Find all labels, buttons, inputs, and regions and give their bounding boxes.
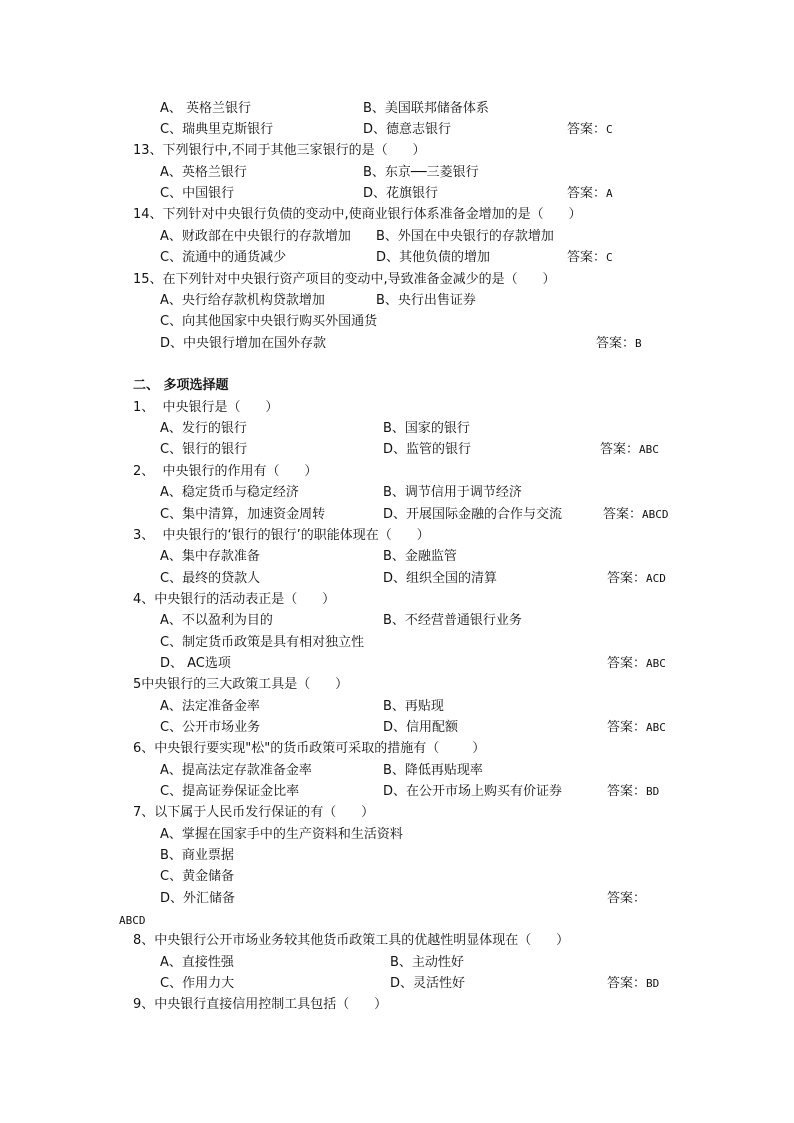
- m8-stem: 8、中央银行公开市场业务较其他货币政策工具的优越性明显体现在（ ）: [133, 933, 570, 948]
- q12-option-c: C、瑞典里克斯银行: [160, 122, 274, 137]
- answer-value: B: [635, 337, 642, 350]
- q14-stem: 14、下列针对中央银行负债的变动中,使商业银行体系准备金增加的是（ ）: [133, 207, 582, 222]
- m8-option-a: A、直接性强: [160, 955, 234, 970]
- m4-answer: [607, 656, 666, 672]
- m8-option-c: C、作用力大: [160, 976, 235, 991]
- answer-label: 答案：: [607, 784, 647, 799]
- q15-option-b: B、央行出售证券: [376, 293, 476, 308]
- q14-option-d: D、其他负债的增加: [376, 250, 491, 265]
- answer-value: ABC: [646, 721, 666, 734]
- m3-stem: 3、 中央银行的‘银行的银行’的职能体现在（ ）: [133, 528, 430, 543]
- m7-stem: 7、以下属于人民币发行保证的有（ ）: [133, 805, 375, 820]
- q14-answer: [567, 250, 613, 266]
- answer-value: A: [606, 187, 613, 200]
- m7-option-b: B、商业票据: [160, 848, 234, 863]
- m3-answer: [607, 571, 666, 587]
- q12-option-b: B、美国联邦储备体系: [363, 101, 489, 116]
- q12-answer: [567, 122, 613, 138]
- m6-option-c: C、提高证券保证金比率: [160, 784, 300, 799]
- q13-option-a: A、英格兰银行: [160, 165, 247, 180]
- m4-option-c: C、制定货币政策是具有相对独立性: [160, 635, 365, 650]
- answer-value: ACD: [646, 572, 666, 585]
- m5-option-c: C、公开市场业务: [160, 720, 261, 735]
- m6-answer: [607, 784, 659, 800]
- m1-option-a: A、发行的银行: [160, 421, 247, 436]
- q13-answer: [567, 186, 613, 202]
- m5-answer: [607, 720, 666, 736]
- answer-label: 答案：: [567, 122, 607, 137]
- m2-answer: [603, 507, 669, 523]
- m1-answer: [600, 442, 659, 458]
- q14-option-a: A、财政部在中央银行的存款增加: [160, 229, 351, 244]
- m1-option-c: C、银行的银行: [160, 442, 248, 457]
- answer-value: C: [606, 123, 613, 136]
- q15-stem: 15、在下列针对中央银行资产项目的变动中,导致准备金减少的是（ ）: [133, 272, 556, 287]
- m1-option-b: B、国家的银行: [383, 421, 470, 436]
- m3-option-c: C、最终的贷款人: [160, 571, 261, 586]
- m1-option-d: D、监管的银行: [383, 442, 472, 457]
- m6-option-d: D、在公开市场上购买有价证券: [383, 784, 563, 799]
- answer-label: 答案：: [607, 571, 647, 586]
- m7-answer-value: ABCD: [119, 914, 146, 927]
- answer-label: 答案：: [567, 186, 607, 201]
- m8-option-d: D、灵活性好: [390, 976, 466, 991]
- answer-label: 答案：: [600, 442, 640, 457]
- m6-option-a: A、提高法定存款准备金率: [160, 763, 312, 778]
- q14-option-c: C、流通中的通货减少: [160, 250, 287, 265]
- q15-option-d: D、中央银行增加在国外存款: [160, 336, 327, 351]
- q12-option-a: A、 英格兰银行: [160, 101, 252, 116]
- answer-label: 答案：: [607, 720, 647, 735]
- m7-option-c: C、黄金储备: [160, 869, 235, 884]
- q15-answer: [596, 336, 642, 352]
- m6-stem: 6、中央银行要实现"松"的货币政策可采取的措施有（ ）: [133, 741, 486, 756]
- m3-option-b: B、金融监管: [383, 549, 457, 564]
- m8-option-b: B、主动性好: [390, 955, 464, 970]
- q15-option-c: C、向其他国家中央银行购买外国通货: [160, 314, 378, 329]
- q13-option-c: C、中国银行: [160, 186, 235, 201]
- answer-value: BD: [646, 785, 660, 798]
- m1-stem: 1、 中央银行是（ ）: [133, 400, 279, 415]
- q13-option-b: B、东京──三菱银行: [363, 165, 479, 180]
- m7-option-d: D、外汇储备: [160, 891, 236, 906]
- m4-option-b: B、不经营普通银行业务: [383, 613, 522, 628]
- m4-option-a: A、不以盈利为目的: [160, 613, 273, 628]
- answer-value: ABC: [639, 443, 659, 456]
- m5-stem: 5中央银行的三大政策工具是（ ）: [133, 677, 349, 692]
- m7-option-a: A、掌握在国家手中的生产资料和生活资料: [160, 827, 403, 842]
- m4-option-d: D、 AC选项: [160, 656, 231, 671]
- answer-value: ABCD: [642, 508, 669, 521]
- section-title-multiple-choice: 二、 多项选择题: [133, 378, 229, 393]
- q13-stem: 13、下列银行中,不同于其他三家银行的是（ ）: [133, 143, 426, 158]
- answer-value: ABC: [646, 657, 666, 670]
- q13-option-d: D、花旗银行: [363, 186, 439, 201]
- m3-option-a: A、集中存款准备: [160, 549, 260, 564]
- answer-label: 答案：: [603, 507, 643, 522]
- answer-label: 答案：: [567, 250, 607, 265]
- answer-value: C: [606, 251, 613, 264]
- m4-stem: 4、中央银行的活动表正是（ ）: [133, 592, 336, 607]
- q15-option-a: A、央行给存款机构贷款增加: [160, 293, 325, 308]
- m6-option-b: B、降低再贴现率: [383, 763, 483, 778]
- m7-answer-label: 答案：: [607, 891, 647, 906]
- m2-option-c: C、集中清算，加速资金周转: [160, 507, 326, 522]
- answer-label: 答案：: [596, 336, 636, 351]
- m8-answer: [607, 976, 659, 992]
- m2-stem: 2、 中央银行的作用有（ ）: [133, 464, 318, 479]
- m2-option-b: B、调节信用于调节经济: [383, 485, 522, 500]
- m5-option-a: A、法定准备金率: [160, 699, 260, 714]
- q14-option-b: B、外国在中央银行的存款增加: [376, 229, 554, 244]
- answer-label: 答案：: [607, 976, 647, 991]
- m2-option-d: D、开展国际金融的合作与交流: [383, 507, 563, 522]
- q12-option-d: D、德意志银行: [363, 122, 452, 137]
- answer-label: 答案：: [607, 656, 647, 671]
- answer-value: BD: [646, 977, 660, 990]
- m5-option-b: B、再贴现: [383, 699, 444, 714]
- m5-option-d: D、信用配额: [383, 720, 459, 735]
- m2-option-a: A、稳定货币与稳定经济: [160, 485, 299, 500]
- m9-stem: 9、中央银行直接信用控制工具包括（ ）: [133, 997, 388, 1012]
- m3-option-d: D、组织全国的清算: [383, 571, 498, 586]
